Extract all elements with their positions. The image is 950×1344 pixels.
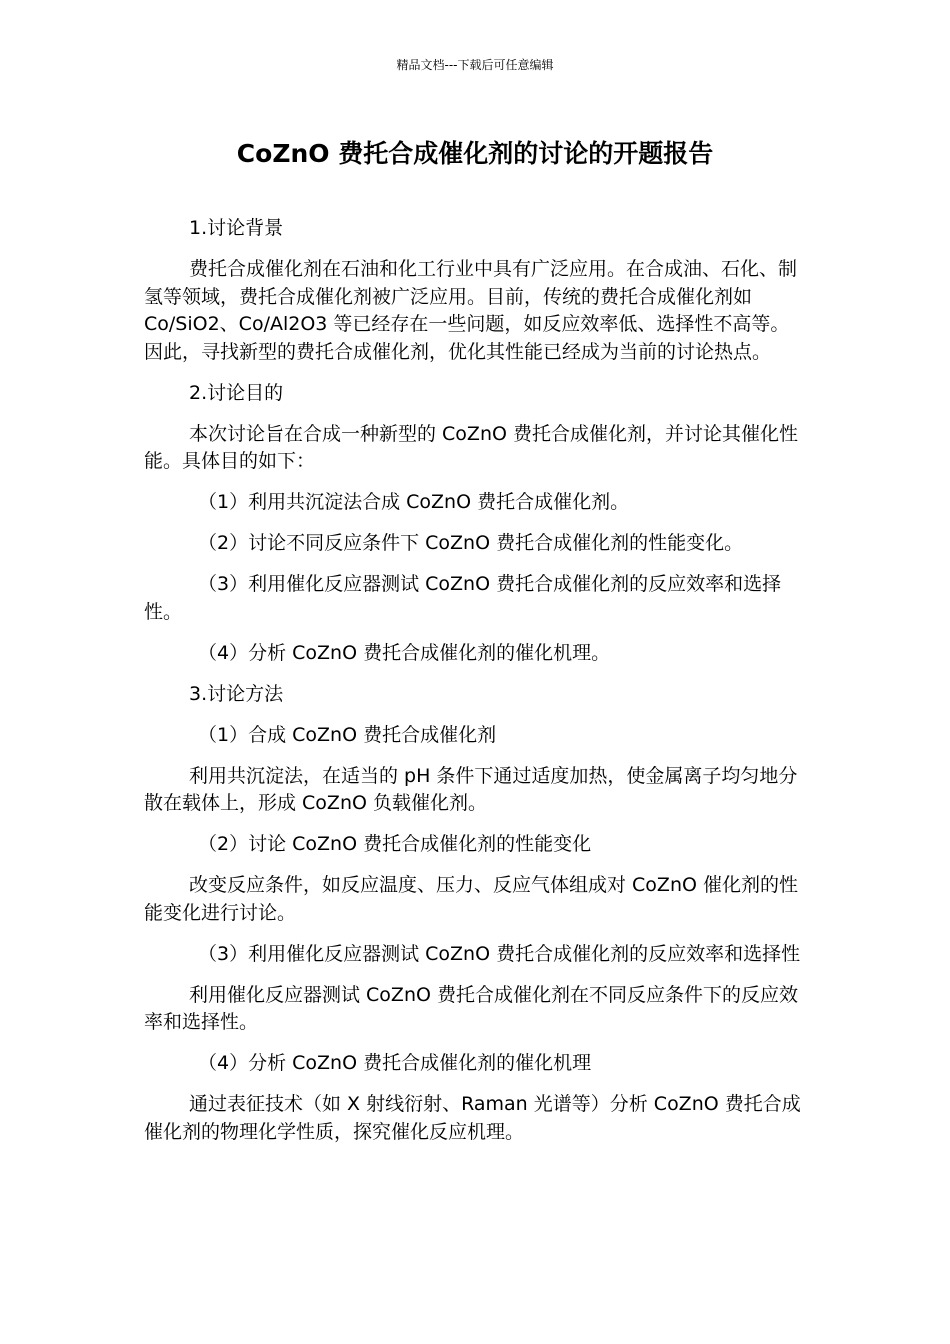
section-heading-purpose: 2.讨论目的 <box>189 381 284 404</box>
purpose-item-3: （3）利用催化反应器测试 CoZnO 费托合成催化剂的反应效率和选择性。 <box>144 573 782 623</box>
method-heading-4: （4）分析 CoZnO 费托合成催化剂的催化机理 <box>198 1052 592 1074</box>
document-title: CoZnO 费托合成催化剂的讨论的开题报告 <box>236 139 714 168</box>
paragraph-purpose-intro: 本次讨论旨在合成一种新型的 CoZnO 费托合成催化剂，并讨论其催化性能。具体目的如下： <box>144 422 798 472</box>
page-header: 精品文档---下载后可任意编辑 <box>396 58 554 72</box>
purpose-item-4: （4）分析 CoZnO 费托合成催化剂的催化机理。 <box>198 641 611 664</box>
section-heading-background: 1.讨论背景 <box>189 217 284 239</box>
method-paragraph-3: 利用催化反应器测试 CoZnO 费托合成催化剂在不同反应条件下的反应效率和选择性。 <box>144 983 798 1033</box>
method-paragraph-4: 通过表征技术（如 X 射线衍射、Raman 光谱等）分析 CoZnO 费托合成催化剂的物理化学性质，探究催化反应机理。 <box>144 1093 801 1143</box>
method-heading-2: （2）讨论 CoZnO 费托合成催化剂的性能变化 <box>198 833 592 855</box>
purpose-item-1: （1）利用共沉淀法合成 CoZnO 费托合成催化剂。 <box>198 491 630 513</box>
purpose-item-2: （2）讨论不同反应条件下 CoZnO 费托合成催化剂的性能变化。 <box>198 532 744 554</box>
method-heading-3: （3）利用催化反应器测试 CoZnO 费托合成催化剂的反应效率和选择性 <box>198 942 801 965</box>
document-body <box>144 215 808 1160</box>
method-heading-1: （1）合成 CoZnO 费托合成催化剂 <box>198 723 497 746</box>
paragraph-background: 费托合成催化剂在石油和化工行业中具有广泛应用。在合成油、石化、制氢等领域，费托合成催化剂被广泛应用。目前，传统的费托合成催化剂如 Co/SiO2、Co/Al2O3 等已经存在一些问题，如反应效率低、选择性不高等。因此，寻找新型的费托合成催化剂，优化其性能已经成为当前的讨论热点。 <box>144 258 798 363</box>
method-paragraph-1: 利用共沉淀法，在适当的 pH 条件下通过适度加热，使金属离子均匀地分散在载体上，形成 CoZnO 负载催化剂。 <box>144 764 798 814</box>
method-paragraph-2: 改变反应条件，如反应温度、压力、反应气体组成对 CoZnO 催化剂的性能变化进行讨论。 <box>144 874 798 924</box>
section-heading-method: 3.讨论方法 <box>189 682 284 705</box>
